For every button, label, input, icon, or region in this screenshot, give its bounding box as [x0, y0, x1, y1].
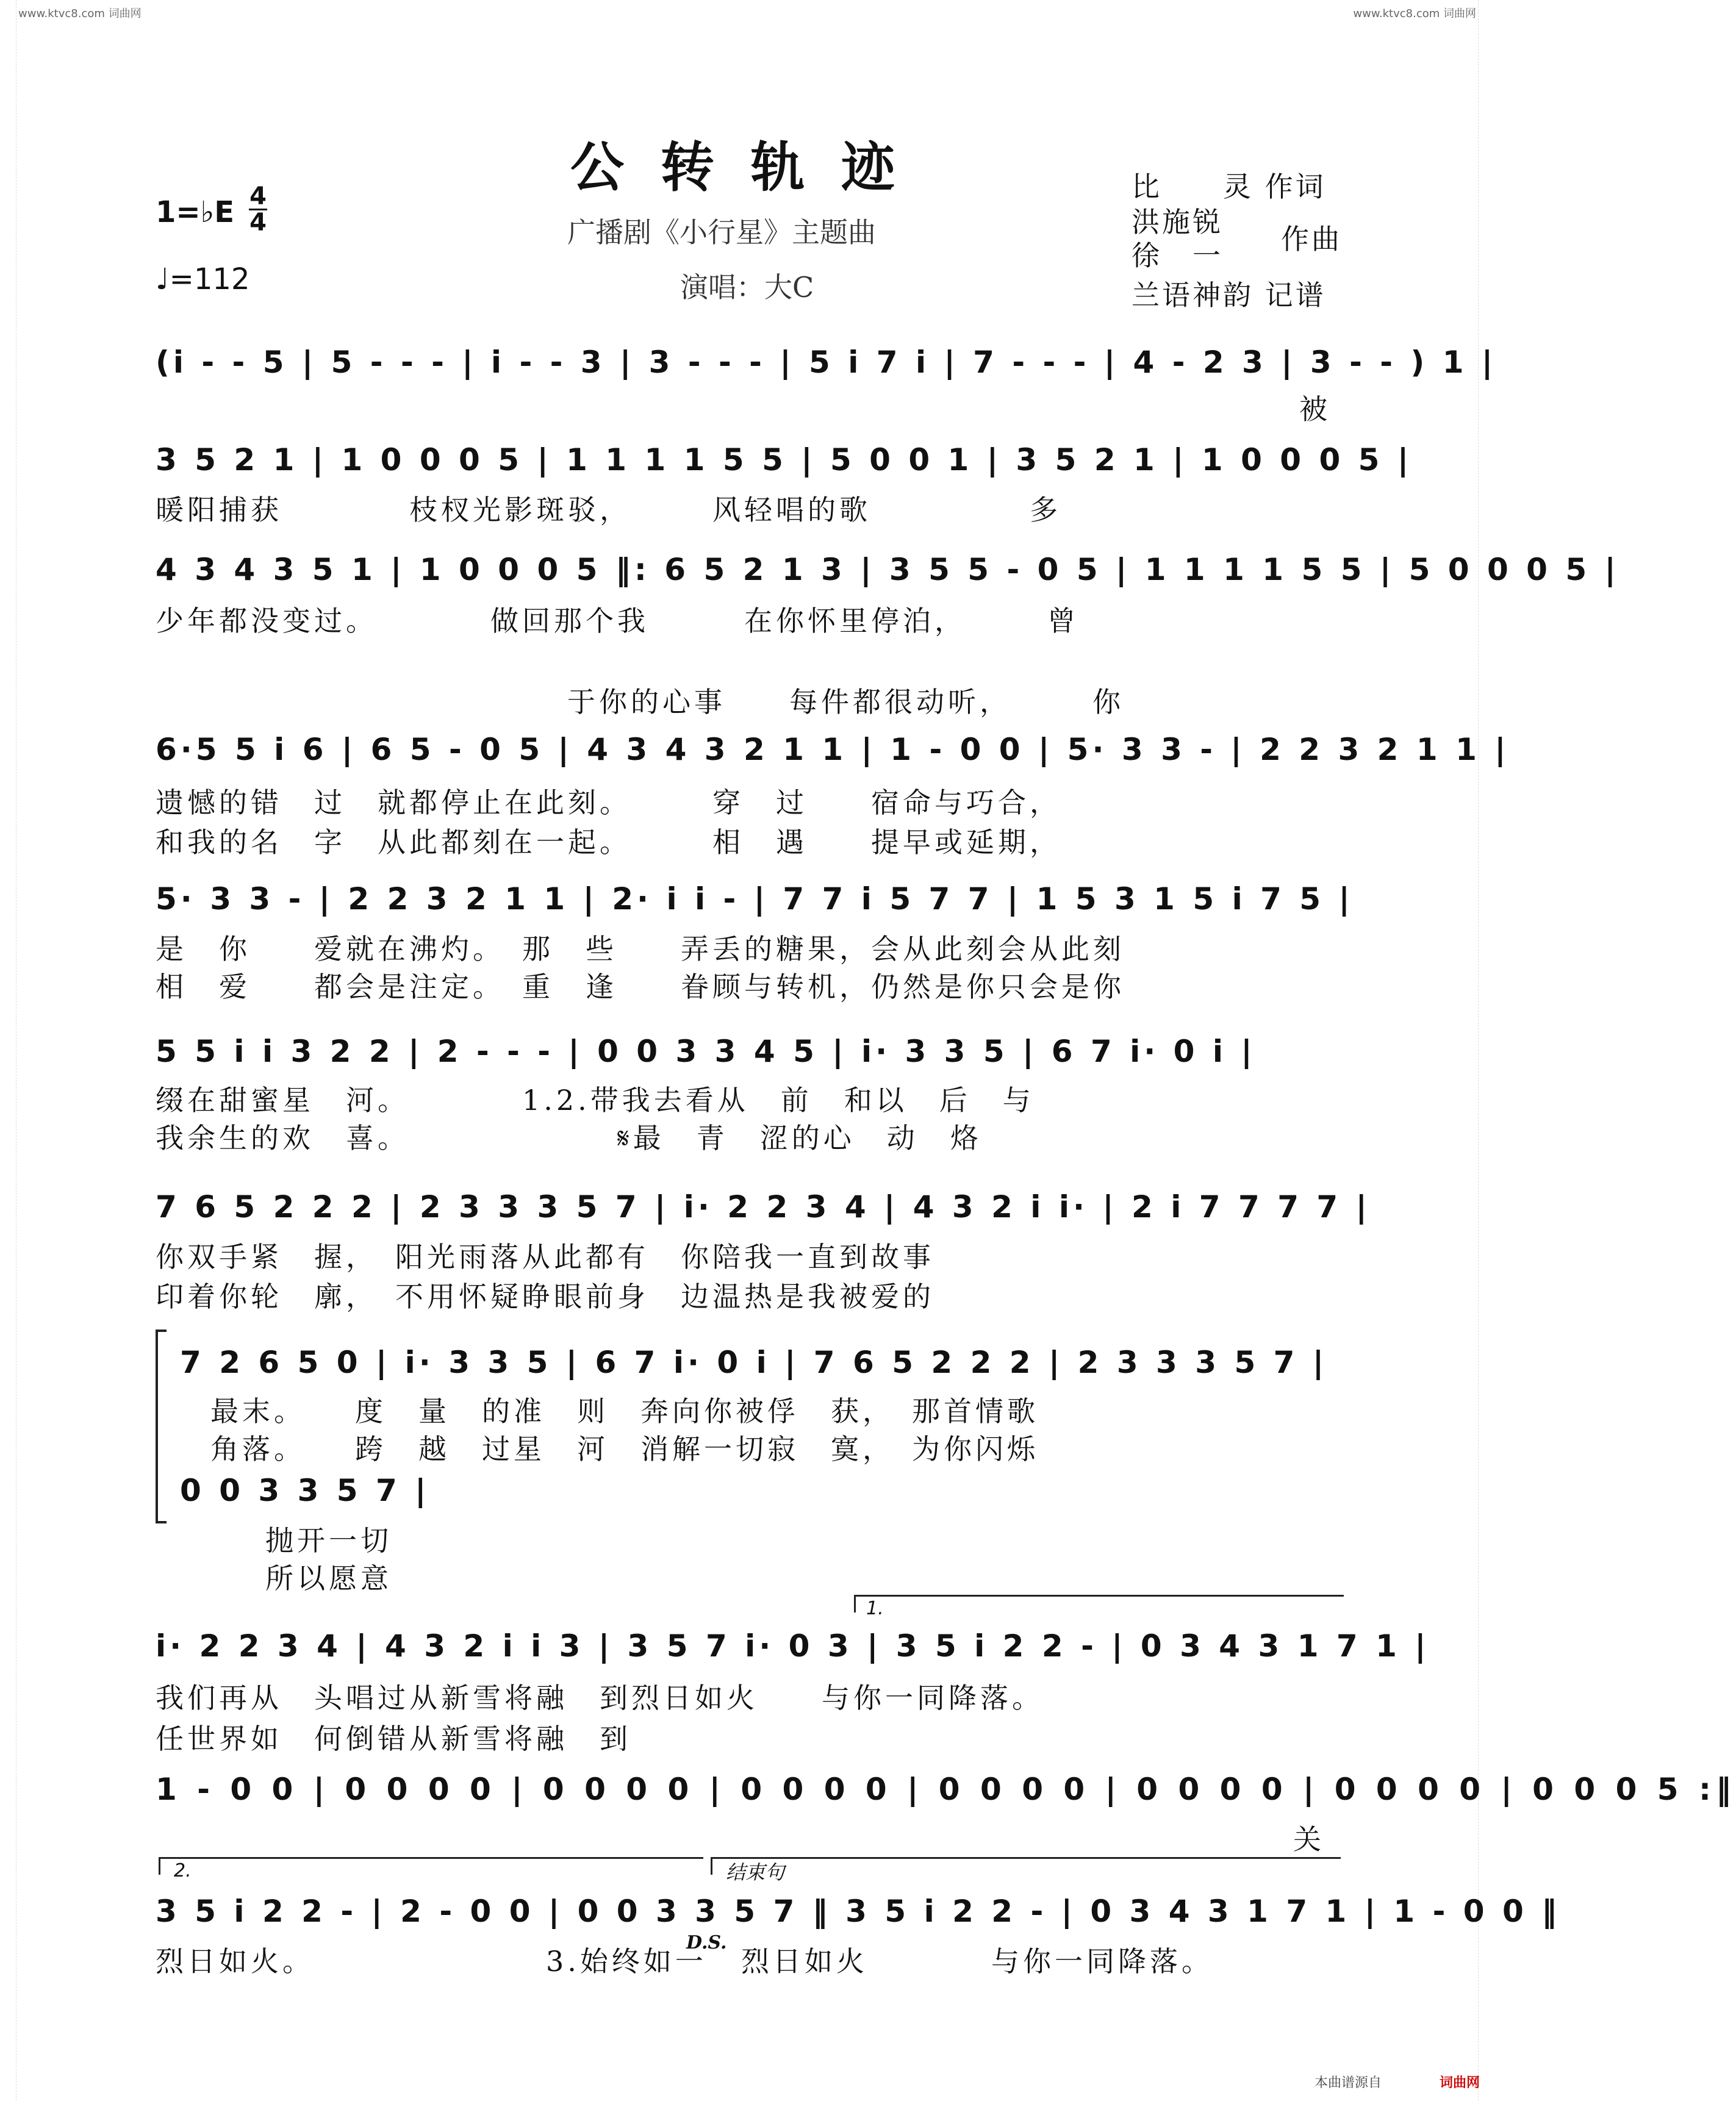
volta-bracket-2	[159, 1857, 703, 1875]
subtitle: 广播剧《小行星》主题曲	[567, 216, 876, 249]
lyric-row-9-line-2: 任世界如 何倒错从新雪将融 到	[156, 1722, 631, 1755]
footer-source-label: 本曲谱源自	[1315, 2075, 1382, 2091]
volta-label-1: 1.	[866, 1598, 884, 1619]
lyric-row-11-seg-1: 烈日如火。	[156, 1945, 314, 1978]
lyric-row-8-line-1: 抛开一切	[265, 1524, 392, 1557]
lyric-row-4-line-1: 是 你 爱就在沸灼。 那 些 弄丢的糖果，会从此刻会从此刻	[156, 932, 1125, 965]
lyric-row-11-seg-4: 与你一同降落。	[991, 1945, 1213, 1978]
transcriber-credit: 兰语神韵 记谱	[1132, 279, 1326, 312]
lyric-row-1-line-1: 暖阳捕获 枝杈光影斑驳， 风轻唱的歌 多	[156, 493, 1061, 526]
time-signature	[249, 184, 267, 235]
score-row-5: 5 5 i i 3 2 2 | 2 - - - | 0 0 3 3 4 5 | i· 3 3 5 | 6 7 i· 0 i |	[156, 1034, 1256, 1069]
lyric-row-6-line-1: 你双手紧 握， 阳光雨落从此都有 你陪我一直到故事	[156, 1240, 934, 1273]
left-margin-strip	[5, 0, 16, 2101]
watermark-right: www.ktvc8.com 词曲网	[1353, 7, 1476, 20]
lyric-row-3-line-2: 和我的名 字 从此都刻在一起。 相 遇 提早或延期，	[156, 826, 1061, 859]
composer-role: 作曲	[1281, 223, 1342, 256]
tempo-marking: ♩=112	[156, 262, 250, 296]
lyric-row-11-seg-2: 3.始终如一	[546, 1945, 707, 1978]
score-row-10: 1 - 0 0 | 0 0 0 0 | 0 0 0 0 | 0 0 0 0 | 0 0 0 0 | 0 0 0 0 | 0 0 0 0 | 0 0 0 5 :‖	[156, 1772, 1736, 1807]
lyric-row-3-line-1: 遗憾的错 过 就都停止在此刻。 穿 过 宿命与巧合，	[156, 786, 1061, 819]
lyric-row-5-line-2: 我余生的欢 喜。 𝄋最 青 涩的心 动 烙	[156, 1122, 982, 1154]
score-row-4: 5· 3 3 - | 2 2 3 2 1 1 | 2· i i - | 7 7 i 5 7 7 | 1 5 3 1 5 i 7 5 |	[156, 881, 1354, 917]
lyric-row-6-line-2: 印着你轮 廓， 不用怀疑睁眼前身 边温热是我被爱的	[156, 1280, 934, 1313]
lyric-row-11-seg-3: 烈日如火	[741, 1945, 868, 1978]
composer-name-1: 洪施锐	[1132, 206, 1223, 238]
score-row-intro: (i - - 5 | 5 - - - | i - - 3 | 3 - - - | 5 i 7 i | 7 - - - | 4 - 2 3 | 3 - - ) 1 |	[156, 345, 1497, 380]
score-row-2: 4 3 4 3 5 1 | 1 0 0 0 5 ‖: 6 5 2 1 3 | 3 5 5 - 0 5 | 1 1 1 1 5 5 | 5 0 0 0 5 |	[156, 552, 1619, 587]
score-row-1: 3 5 2 1 | 1 0 0 0 5 | 1 1 1 1 5 5 | 5 0 0 1 | 3 5 2 1 | 1 0 0 0 5 |	[156, 442, 1413, 478]
score-row-11: 3 5 i 2 2 - | 2 - 0 0 | 0 0 3 3 5 7 ‖ 3 5 i 2 2 - | 0 3 4 3 1 7 1 | 1 - 0 0 ‖	[156, 1894, 1561, 1929]
lyric-row-2-line-2: 于你的心事 每件都很动听， 你	[567, 685, 1124, 718]
key-signature: 1=♭E	[156, 195, 235, 229]
lyric-row-2-line-1: 少年都没变过。 做回那个我 在你怀里停泊， 曾	[156, 604, 1079, 637]
volta-bracket-1	[854, 1595, 1344, 1612]
score-row-7: 7 2 6 5 0 | i· 3 3 5 | 6 7 i· 0 i | 7 6 5 2 2 2 | 2 3 3 3 5 7 |	[180, 1345, 1328, 1380]
lyric-row-5-line-1: 缀在甜蜜星 河。 1.2.带我去看从 前 和以 后 与	[156, 1084, 1035, 1117]
footer-brand-link[interactable]: 词曲网	[1440, 2075, 1480, 2091]
lyric-row-10-line-1: 关	[1293, 1823, 1325, 1856]
score-row-6: 7 6 5 2 2 2 | 2 3 3 3 5 7 | i· 2 2 3 4 | 4 3 2 i i· | 2 i 7 7 7 7 |	[156, 1189, 1371, 1225]
score-row-8: 0 0 3 3 5 7 |	[180, 1473, 430, 1508]
lyric-row-9-line-1: 我们再从 头唱过从新雪将融 到烈日如火 与你一同降落。	[156, 1681, 1044, 1714]
ending-label: 结束句	[726, 1861, 785, 1884]
dal-segno-marker: D.S.	[686, 1932, 727, 1953]
lyricist-credit: 比 灵 作词	[1132, 170, 1326, 203]
watermark-left: www.ktvc8.com 词曲网	[18, 7, 142, 20]
composer-name-2: 徐 一	[1132, 239, 1223, 272]
page-title: 公转轨迹	[570, 135, 932, 199]
ending-bracket	[711, 1857, 1341, 1875]
lyric-row-7-line-1: 最末。 度 量 的准 则 奔向你被俘 获， 那首情歌	[210, 1395, 1039, 1428]
lyric-row-7-line-2: 角落。 跨 越 过星 河 消解一切寂 寞， 为你闪烁	[210, 1433, 1039, 1466]
score-row-3: 6·5 5 i 6 | 6 5 - 0 5 | 4 3 4 3 2 1 1 | 1 - 0 0 | 5· 3 3 - | 2 2 3 2 1 1 |	[156, 732, 1510, 767]
section-bracket	[156, 1330, 167, 1523]
lyric-row-4-line-2: 相 爱 都会是注定。 重 逢 眷顾与转机，仍然是你只会是你	[156, 970, 1125, 1003]
lyric-row-0-line-1: 被	[1299, 393, 1331, 426]
singer: 演唱：大C	[680, 271, 814, 304]
time-numerator: 4	[249, 182, 267, 210]
lyric-row-8-line-2: 所以愿意	[265, 1562, 392, 1595]
volta-label-2: 2.	[174, 1860, 192, 1881]
score-row-9: i· 2 2 3 4 | 4 3 2 i i 3 | 3 5 7 i· 0 3 | 3 5 i 2 2 - | 0 3 4 3 1 7 1 |	[156, 1628, 1430, 1664]
time-denominator: 4	[249, 209, 267, 237]
